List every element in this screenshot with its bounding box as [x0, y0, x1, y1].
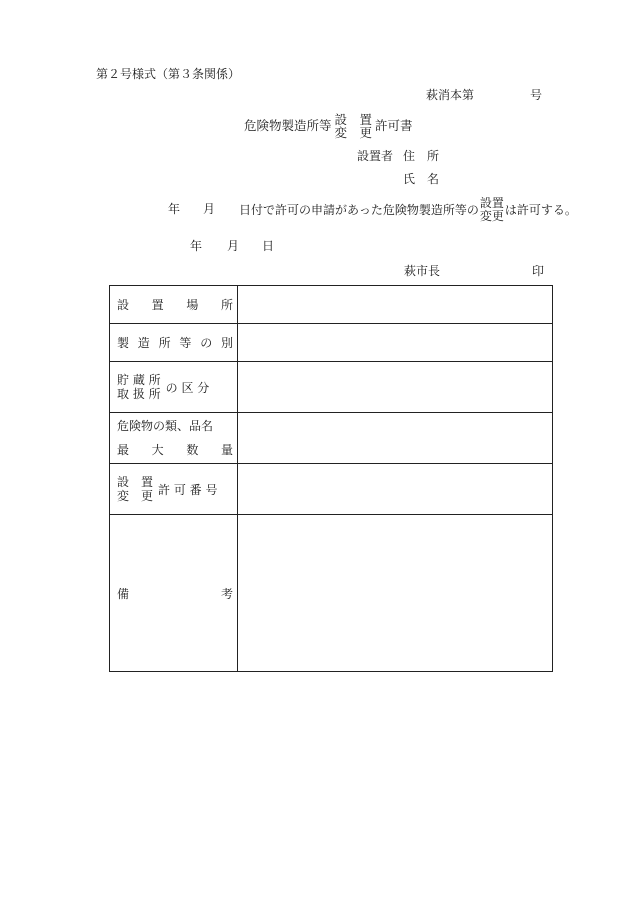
doc-number-suffix: 号 — [530, 88, 543, 102]
permit-details-table — [109, 285, 553, 672]
body-stack — [480, 197, 504, 222]
date-year: 年 — [190, 239, 203, 253]
table-row — [110, 362, 553, 413]
date-month: 月 — [227, 239, 240, 253]
issuer-title: 萩市長 — [404, 264, 441, 278]
value-installation-site[interactable] — [238, 286, 553, 324]
label-storage-handling-class: 貯 蔵 所 取 扱 所 の 区 分 — [110, 362, 238, 413]
body-stack-bottom: 変更 — [479, 208, 504, 223]
title-prefix: 危険物製造所等 — [244, 117, 332, 133]
body-year: 年 — [168, 202, 181, 216]
label-permit-number: 設 置 変 更 許 可 番 号 — [110, 464, 238, 515]
body-month: 月 — [203, 202, 216, 216]
document-title — [244, 113, 413, 139]
table-row — [110, 324, 553, 362]
table-row — [110, 413, 553, 464]
date-day: 日 — [262, 239, 275, 253]
body-text-main: 日付で許可の申請があった危険物製造所等の — [239, 202, 479, 217]
value-permit-number[interactable] — [238, 464, 553, 515]
value-facility-type[interactable] — [238, 324, 553, 362]
name-label: 氏 名 — [403, 172, 440, 186]
title-stack — [335, 113, 373, 139]
table-row — [110, 286, 553, 324]
body-text — [239, 197, 577, 222]
label-remarks: 備 考 — [110, 515, 238, 672]
body-suffix: は許可する。 — [504, 202, 577, 217]
title-stack-top: 設 置 — [334, 112, 373, 127]
label-facility-type: 製 造 所 等 の 別 — [110, 324, 238, 362]
value-remarks[interactable] — [238, 515, 553, 672]
seal-mark: 印 — [532, 264, 545, 278]
label-installation-site: 設 置 場 所 — [110, 286, 238, 324]
title-suffix: 許可書 — [375, 117, 413, 133]
title-stack-bottom: 変 更 — [334, 125, 373, 141]
table-row — [110, 464, 553, 515]
address-label: 住 所 — [403, 149, 440, 163]
table-row — [110, 515, 553, 672]
label-hazmat-class-quantity: 危険物の類、品名 最 大 数 量 — [110, 413, 238, 464]
doc-number-prefix: 萩消本第 — [426, 88, 475, 102]
body-stack-top: 設置 — [479, 196, 504, 210]
value-hazmat-class-quantity[interactable] — [238, 413, 553, 464]
applicant-label: 設置者 — [357, 149, 394, 163]
form-number: 第２号様式（第３条関係） — [96, 67, 241, 81]
value-storage-handling-class[interactable] — [238, 362, 553, 413]
